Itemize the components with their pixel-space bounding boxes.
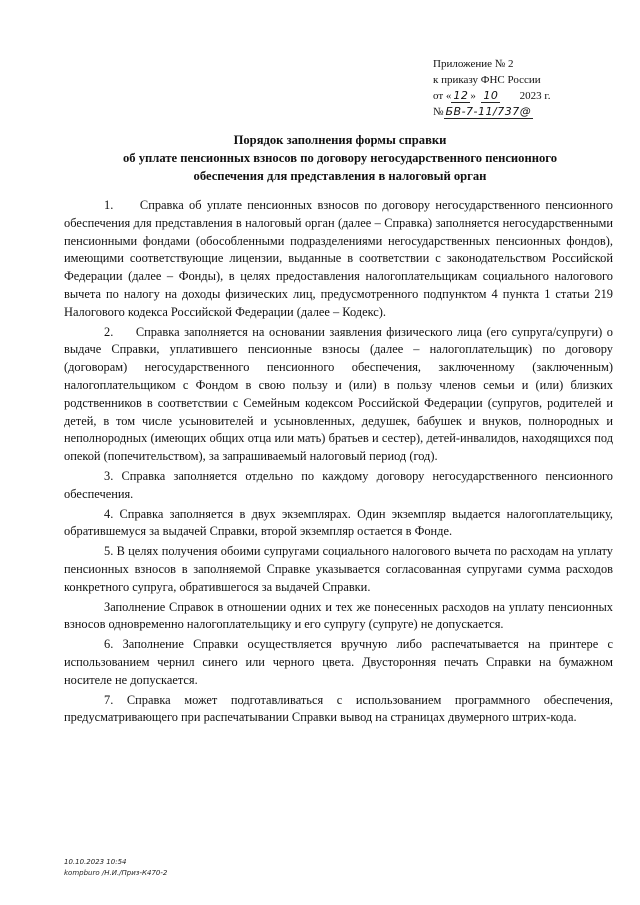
title-line-1: Порядок заполнения формы справки <box>233 133 447 147</box>
print-footer <box>64 857 167 879</box>
appendix-header <box>433 56 613 120</box>
document-body <box>64 197 613 729</box>
appendix-number <box>433 104 613 120</box>
paragraph-4: 4. Справка заполняется в двух экземплярах. Один экземпляр выдается налогоплательщику, обратившемуся за выдачей Справки, второй экземпляр остается в Фонде. <box>64 506 613 539</box>
date-day: 12 <box>453 89 469 102</box>
paragraph-5: 5. В целях получения обоими супругами социального налогового вычета по расходам на уплату пенсионных взносов в заполняемой Справке указывается согласованная супругами сумма расходов конкретного супруга, обратившегося за выдачей Справки. <box>64 544 613 594</box>
order-number: БВ-7-11/737@ <box>445 105 532 118</box>
date-month: 10 <box>483 89 499 102</box>
paragraph-6: 6. Заполнение Справки осуществляется вручную либо распечатывается на принтере с использованием чернил синего или черного цвета. Двусторонняя печать Справки на бумажном носителе не допускается. <box>64 637 613 687</box>
footer-timestamp: 10.10.2023 10:54 <box>64 858 127 866</box>
paragraph-7: 7. Справка может подготавливаться с использованием программного обеспечения, предусматривающего при распечатывании Справки вывод на страницах двумерного штрих-кода. <box>64 692 613 725</box>
title-line-2: об уплате пенсионных взносов по договору негосударственного пенсионного <box>122 151 557 165</box>
paragraph-1: 1. Справка об уплате пенсионных взносов по договору негосударственного пенсионного обеспечения для представления в налоговый орган (далее – Справка) заполняется негосударственными пенсионными фондами (обособленными подразделениями негосударственных пенсионных фондов), имеющими соответствующие лицензии, выданные в соответствии с законодательством Российской Федерации (далее – Фонды), в целях предоставления налогоплательщикам социального налогового вычета по налогу на доходы физических лиц, предусмотренного подпунктом 4 пункта 1 статьи 219 Налогового кодекса Российской Федерации (далее – Кодекс). <box>64 198 613 319</box>
date-mid: » <box>470 90 476 102</box>
appendix-date <box>433 88 613 104</box>
appendix-line-2: к приказу ФНС России <box>433 74 541 86</box>
paragraph-2: 2. Справка заполняется на основании заявления физического лица (его супруга/супруги) о выдаче Справки, уплатившего пенсионные взносы (далее – налогоплательщик) по договору (договорам) негосударственного пенсионного обеспечения, заключенному (заключенным) налогоплательщиком с Фондом в свою пользу и (или) в пользу членов семьи и (или) близких родственников в соответствии с Семейным кодексом Российской Федерации (супругов, родителей и детей, в том числе усыновителей и усыновленных, дедушек, бабушек и внуков, полнородных и неполнородных (имеющих общих отца или мать) братьев и сестер), детей-инвалидов, находящихся под опекой (попечительством), за запрашиваемый налоговый период (год). <box>64 324 613 464</box>
date-prefix: от « <box>433 90 452 102</box>
number-prefix: № <box>433 106 444 118</box>
title-line-3: обеспечения для представления в налоговый орган <box>193 169 487 183</box>
paragraph-3: 3. Справка заполняется отдельно по каждому договору негосударственного пенсионного обеспечения. <box>64 468 613 501</box>
footer-reference: kompburo /Н.И./Приз-К470-2 <box>64 869 168 877</box>
document-title <box>60 131 620 185</box>
paragraph-5-continued: Заполнение Справок в отношении одних и тех же понесенных расходов на уплату пенсионных взносов одновременно налогоплательщику и его супругу (супруге) не допускается. <box>64 599 613 632</box>
appendix-line-1: Приложение № 2 <box>433 58 514 70</box>
date-year: 2023 г. <box>519 90 551 102</box>
